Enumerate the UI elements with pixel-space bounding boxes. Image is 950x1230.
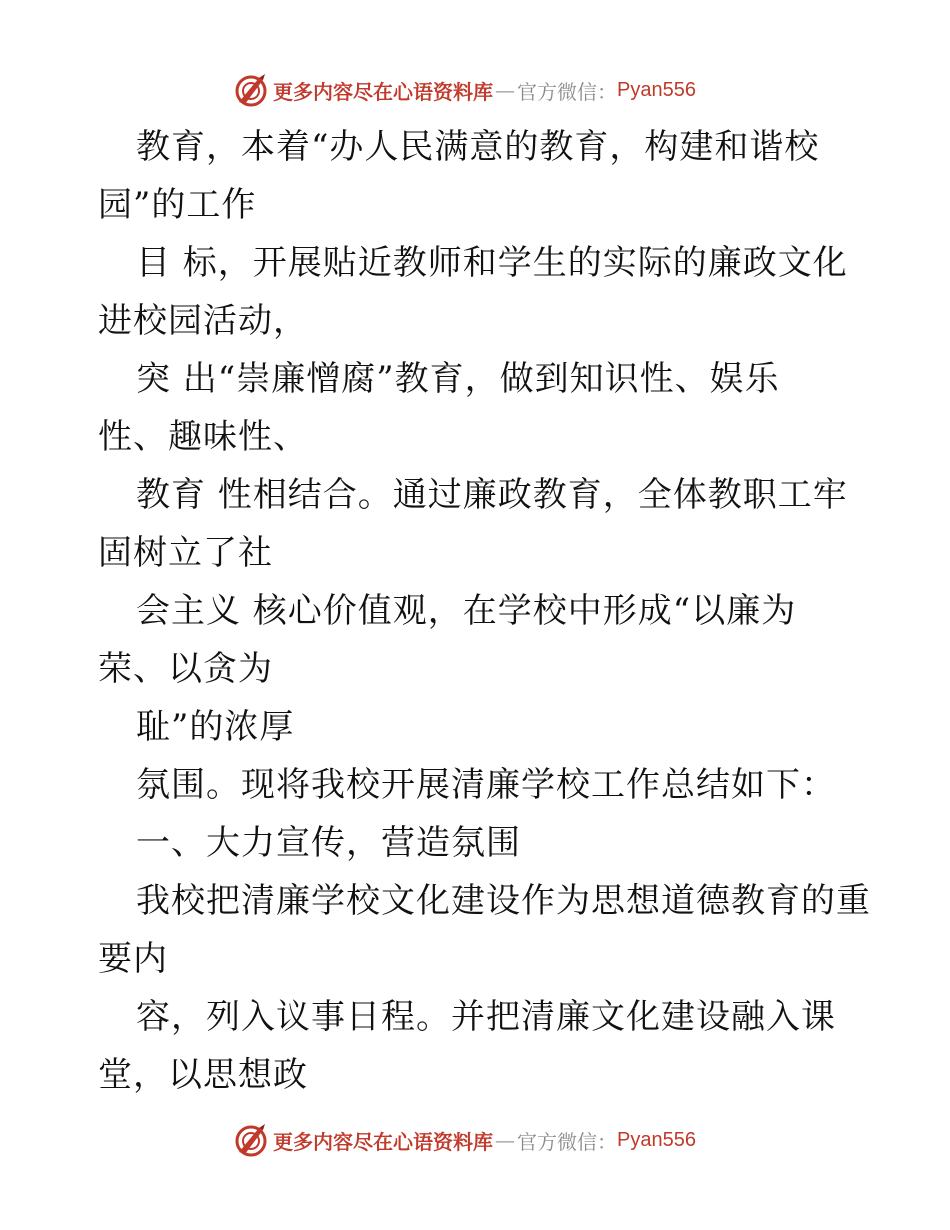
- body-line: 耻”的浓厚: [136, 707, 295, 747]
- body-line: 氛围。现将我校开展清廉学校工作总结如下：: [136, 765, 836, 805]
- body-line: 教育，本着“办人民满意的教育，构建和谐校: [136, 127, 820, 167]
- body-line: 突 出“崇廉憎腐”教育，做到知识性、娱乐: [136, 359, 780, 399]
- body-line: 我校把清廉学校文化建设作为思想道德教育的重: [136, 881, 871, 921]
- body-line: 要内: [98, 939, 168, 979]
- footer-wechat-label: 官方微信：: [517, 1129, 617, 1154]
- body-line: 性、趣味性、: [98, 417, 308, 457]
- footer-banner-text: 更多内容尽在心语资料库: [273, 1129, 493, 1154]
- header-banner-dash: —: [495, 78, 515, 102]
- header-wechat-id: Pyan556: [617, 78, 696, 101]
- footer-banner: [233, 1120, 713, 1160]
- header-wechat-label: 官方微信：: [517, 79, 617, 104]
- body-line: 一、大力宣传，营造氛围: [136, 823, 521, 863]
- brand-logo-icon: [233, 1122, 269, 1158]
- body-line: 容，列入议事日程。并把清廉文化建设融入课: [136, 997, 836, 1037]
- body-line: 目 标，开展贴近教师和学生的实际的廉政文化: [136, 243, 848, 283]
- body-line: 园”的工作: [98, 185, 257, 225]
- brand-logo-icon: [233, 72, 269, 108]
- body-text: [98, 118, 871, 1104]
- body-line: 荣、以贪为: [98, 649, 273, 689]
- header-banner: [233, 70, 713, 110]
- body-line: 教育 性相结合。通过廉政教育，全体教职工牢: [136, 475, 848, 515]
- footer-wechat-id: Pyan556: [617, 1128, 696, 1151]
- header-banner-text: 更多内容尽在心语资料库: [273, 79, 493, 104]
- footer-banner-dash: —: [495, 1128, 515, 1152]
- body-line: 进校园活动，: [98, 301, 308, 341]
- body-line: 堂，以思想政: [98, 1055, 308, 1095]
- body-line: 固树立了社: [98, 533, 273, 573]
- body-line: 会主义 核心价值观，在学校中形成“以廉为: [136, 591, 797, 631]
